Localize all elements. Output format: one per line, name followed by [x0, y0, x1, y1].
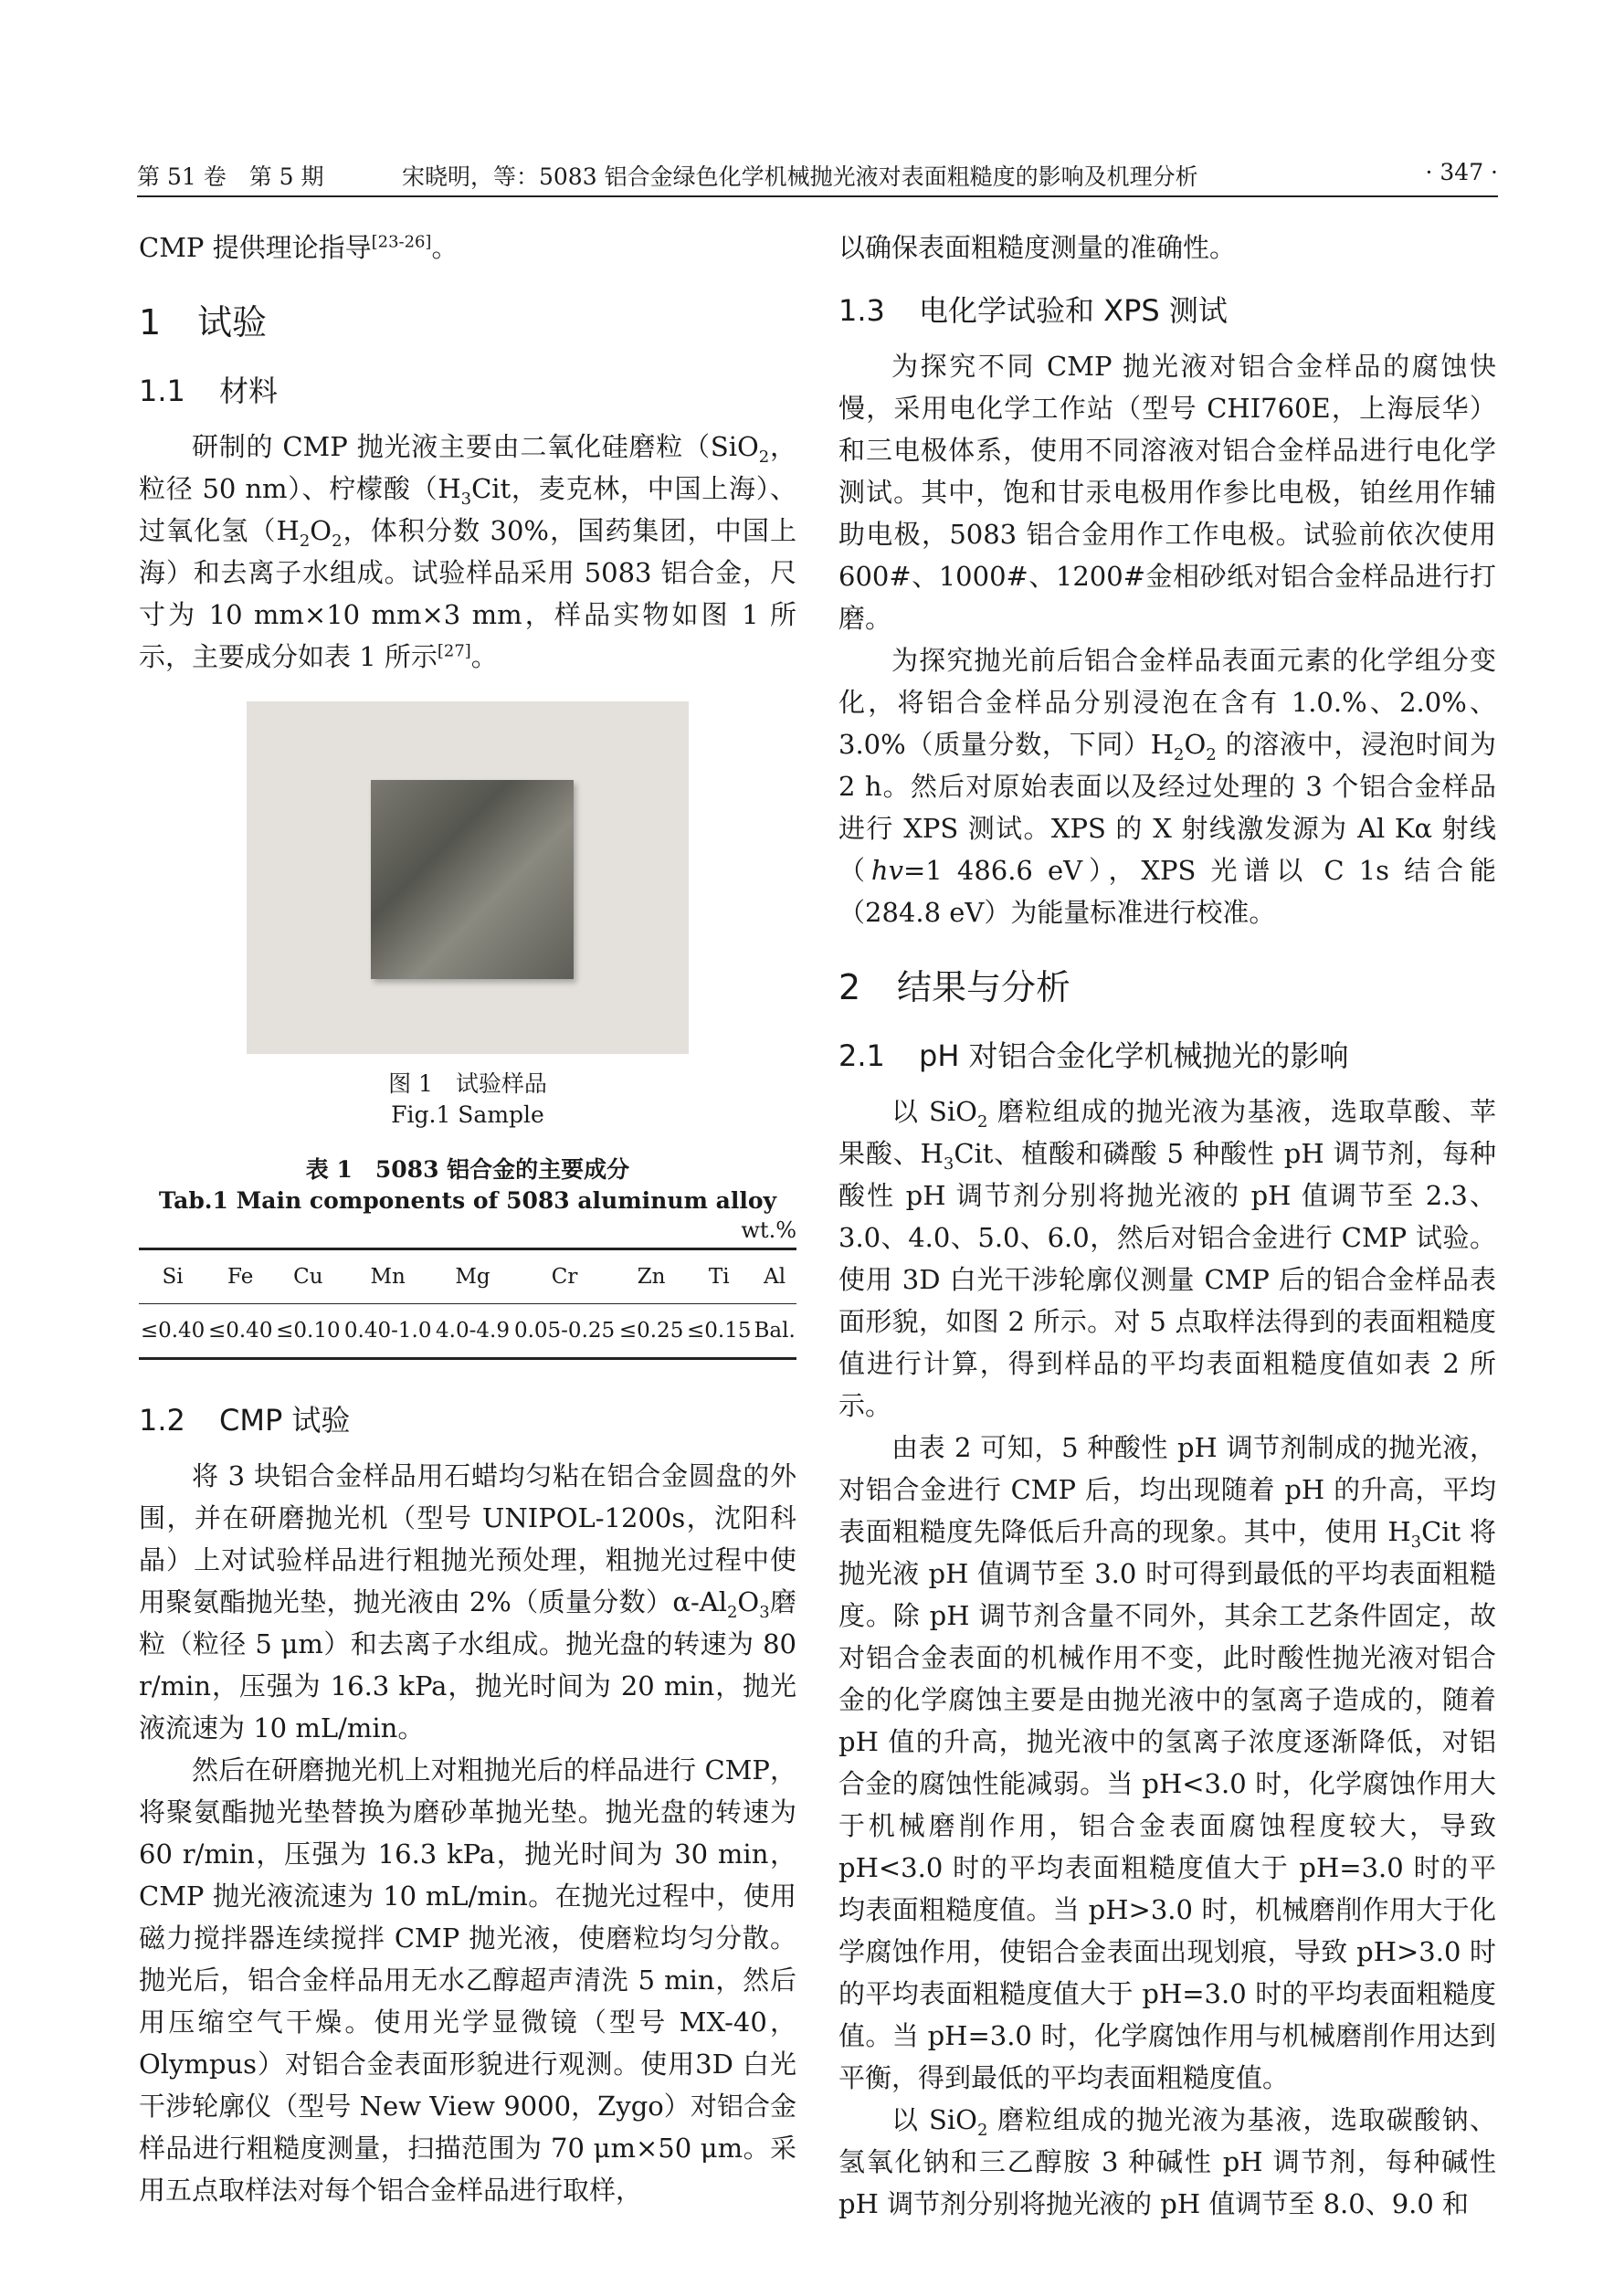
- table-unit: wt.%: [741, 1217, 796, 1243]
- figure-sample-photo: [247, 701, 689, 1054]
- paragraph-xps: 为探究抛光前后铝合金样品表面元素的化学组分变化，将铝合金样品分别浸泡在含有 1.0.%、2.0%、3.0%（质量分数，下同）$H_2O_2$ 的溶液中，浸泡时间为 2 h。然后对原始表面以及经过处理的 3 个铝合金样品进行 XPS 测试。XPS 的 X 射线激发源为 Al Kα 射线（hv=1 486.6 eV），XPS 光谱以 C 1s 结合能（284.8 eV）为能量标准进行校准。: [838, 645, 1496, 928]
- table-header-cell: Ti: [708, 1265, 730, 1289]
- paragraph-materials: 研制的 CMP 抛光液主要由二氧化硅磨粒（SiO$_2$，粒径 50 nm）、柠檬酸（$H_3Cit$，麦克林，中国上海）、过氧化氢（$H_2O_2$，体积分数 30%，国药集团，中国上海）和去离子水组成。试验样品采用 5083 铝合金，尺寸为 10 mm×10 mm×3 mm，样品实物如图 1 所示，主要成分如表 1 所示[27]。: [139, 431, 796, 672]
- table-cell: ≤0.25: [618, 1319, 684, 1343]
- composition-table: [139, 1248, 796, 1360]
- table-header-cell: Cu: [293, 1265, 323, 1289]
- running-header: [137, 153, 1498, 197]
- aluminum-sample-image: [371, 780, 574, 979]
- section-heading-2-1: 2.1 pH 对铝合金化学机械抛光的影响: [838, 1038, 1349, 1073]
- table-header-cell: Zn: [637, 1265, 666, 1289]
- section-heading-1-2: 1.2 CMP 试验: [139, 1403, 351, 1438]
- section-heading-1-3: 1.3 电化学试验和 XPS 测试: [838, 293, 1228, 328]
- table-header-cell: Cr: [551, 1265, 578, 1289]
- citation: [27]: [437, 641, 471, 661]
- table-header-cell: Si: [162, 1265, 184, 1289]
- section-heading-1-1: 1.1 材料: [139, 374, 279, 408]
- paragraph-cmp-rough: 将 3 块铝合金样品用石蜡均匀粘在铝合金圆盘的外围，并在研磨抛光机（型号 UNIPOL-1200s，沈阳科晶）上对试验样品进行粗抛光预处理，粗抛光过程中使用聚氨酯抛光垫，抛光液由 2%（质量分数）$\alpha-Al_2O_3$磨粒（粒径 5 μm）和去离子水组成。抛光盘的转速为 80 r/min，压强为 16.3 kPa，抛光时间为 20 min，抛光液流速为 10 mL/min。: [139, 1460, 796, 1743]
- table-header-cell: Mg: [455, 1265, 490, 1289]
- paragraph: CMP 提供理论指导[23-26]。: [139, 232, 459, 263]
- table-cell: ≤0.15: [686, 1319, 752, 1343]
- table-header-cell: Fe: [227, 1265, 254, 1289]
- table-cell: ≤0.40: [207, 1319, 273, 1343]
- paragraph-basic-ph: 以 SiO$_2$ 磨粒组成的抛光液为基液，选取碳酸钠、氢氧化钠和三乙醇胺 3 种碱性 pH 调节剂，每种碱性 pH 调节剂分别将抛光液的 pH 值调节至 8.0、9.0 和: [838, 2104, 1496, 2219]
- figure-caption-en: Fig.1 Sample: [391, 1101, 544, 1128]
- section-heading-1: 1 试验: [139, 302, 268, 342]
- header-page-number: · 347 ·: [1425, 159, 1498, 185]
- table-header-row: [139, 1249, 796, 1304]
- paragraph: 以确保表面粗糙度测量的准确性。: [838, 232, 1237, 263]
- paragraph-cmp-fine: 然后在研磨抛光机上对粗抛光后的样品进行 CMP，将聚氨酯抛光垫替换为磨砂革抛光垫。抛光盘的转速为 60 r/min，压强为 16.3 kPa，抛光时间为 30 min，CMP 抛光液流速为 10 mL/min。在抛光过程中，使用磁力搅拌器连续搅拌 CMP 抛光液，使磨粒均匀分散。抛光后，铝合金样品用无水乙醇超声清洗 5 min，然后用压缩空气干燥。使用光学显微镜（型号 MX-40，Olympus）对铝合金表面形貌进行观测。使用3D 白光干涉轮廓仪（型号 New View 9000，Zygo）对铝合金样品进行粗糙度测量，扫描范围为 70 μm×50 μm。采用五点取样法对每个铝合金样品进行取样，: [139, 1754, 796, 2206]
- table-cell: 4.0-4.9: [436, 1319, 510, 1343]
- table-cell: 0.05-0.25: [513, 1319, 616, 1343]
- table-caption-en: Tab.1 Main components of 5083 aluminum alloy: [158, 1187, 777, 1214]
- table-header-cell: Al: [764, 1265, 786, 1289]
- table-cell: ≤0.40: [140, 1319, 206, 1343]
- table-cell: 0.40-1.0: [343, 1319, 432, 1343]
- header-article-title: 宋晓明，等：5083 铝合金绿色化学机械抛光液对表面粗糙度的影响及机理分析: [402, 163, 1198, 190]
- left-column: [139, 226, 796, 2211]
- table-caption-cn: 表 1 5083 铝合金的主要成分: [305, 1156, 630, 1183]
- header-volume-issue: 第 51 卷 第 5 期: [137, 163, 324, 190]
- table-cell: Bal.: [754, 1319, 796, 1343]
- citation: [23-26]: [371, 232, 432, 252]
- table-cell: ≤0.10: [276, 1319, 341, 1343]
- paragraph-table2-analysis: 由表 2 可知，5 种酸性 pH 调节剂制成的抛光液，对铝合金进行 CMP 后，均出现随着 pH 的升高，平均表面粗糙度先降低后升高的现象。其中，使用 $H_3Cit$ 将抛光液 pH 值调节至 3.0 时可得到最低的平均表面粗糙度。除 pH 调节剂含量不同外，其余工艺条件固定，故对铝合金表面的机械作用不变，此时酸性抛光液对铝合金的化学腐蚀主要是由抛光液中的氢离子造成的，随着 pH 值的升高，抛光液中的氢离子浓度逐渐降低，对铝合金的腐蚀性能减弱。当 pH<3.0 时，化学腐蚀作用大于机械磨削作用，铝合金表面腐蚀程度较大，导致 pH<3.0 时的平均表面粗糙度值大于 pH=3.0 时的平均表面粗糙度值。当 pH>3.0 时，机械磨削作用大于化学腐蚀作用，使铝合金表面出现划痕，导致 pH>3.0 时的平均表面粗糙度值大于 pH=3.0 时的平均表面粗糙度值。当 pH=3.0 时，化学腐蚀作用与机械磨削作用达到平衡，得到最低的平均表面粗糙度值。: [838, 1432, 1496, 2093]
- right-column: [838, 226, 1496, 2225]
- table-header-cell: Mn: [370, 1265, 406, 1289]
- paragraph-electrochem: 为探究不同 CMP 抛光液对铝合金样品的腐蚀快慢，采用电化学工作站（型号 CHI760E，上海辰华）和三电极体系，使用不同溶液对铝合金样品进行电化学测试。其中，饱和甘汞电极用作参比电极，铂丝用作辅助电极，5083 铝合金用作工作电极。试验前依次使用 600#、1000#、1200#金相砂纸对铝合金样品进行打磨。: [838, 351, 1496, 634]
- section-heading-2: 2 结果与分析: [838, 967, 1071, 1007]
- table-row: [139, 1304, 796, 1359]
- paragraph-acidic-ph: 以 SiO$_2$ 磨粒组成的抛光液为基液，选取草酸、苹果酸、$H_3Cit$、植酸和磷酸 5 种酸性 pH 调节剂，每种酸性 pH 调节剂分别将抛光液的 pH 值调节至 2.3、3.0、4.0、5.0、6.0，然后对铝合金进行 CMP 试验。使用 3D 白光干涉轮廓仪测量 CMP 后的铝合金样品表面形貌，如图 2 所示。对 5 点取样法得到的表面粗糙度值进行计算，得到样品的平均表面粗糙度值如表 2 所示。: [838, 1096, 1497, 1421]
- figure-caption-cn: 图 1 试验样品: [388, 1070, 547, 1097]
